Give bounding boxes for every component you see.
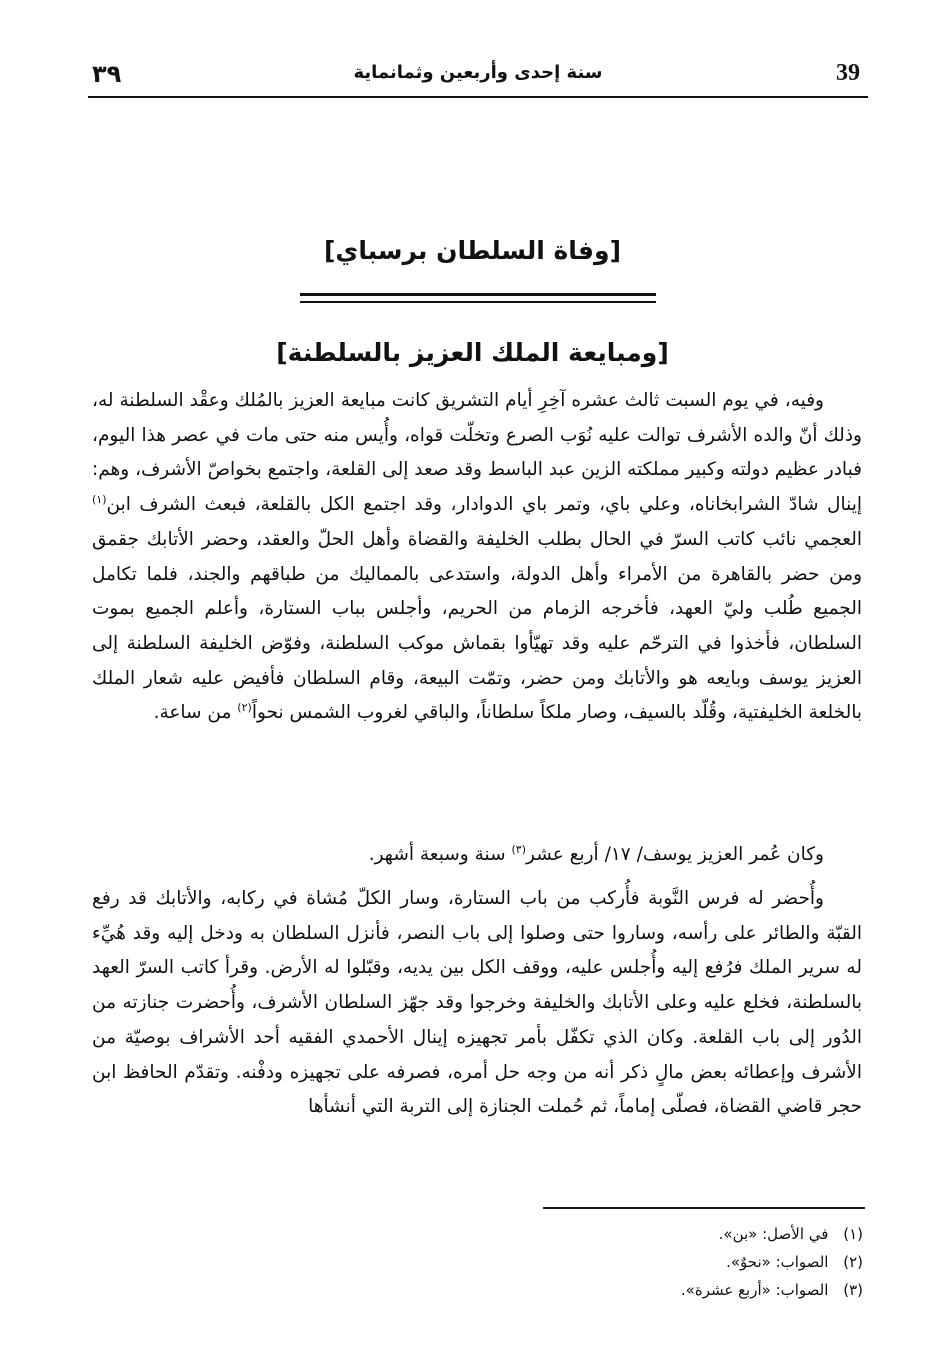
paragraph-text: وكان عُمر العزيز يوسف/ ١٧/ أربع عشر bbox=[526, 844, 824, 865]
paragraph-2 bbox=[92, 838, 862, 873]
paragraph-3 bbox=[92, 882, 862, 1125]
footnote-number: (٣) bbox=[843, 1281, 863, 1299]
footnote-separator bbox=[543, 1207, 865, 1209]
footnote-text: في الأصل: «بن». bbox=[718, 1225, 829, 1243]
running-title: سنة إحدى وأربعين وثمانماية bbox=[353, 62, 603, 83]
section-divider bbox=[300, 293, 656, 305]
paragraph-text: من ساعة. bbox=[153, 702, 238, 724]
paragraph-1 bbox=[92, 384, 862, 731]
section-title-death: [وفاة السلطان برسباي] bbox=[323, 236, 622, 265]
footnote-number: (١) bbox=[843, 1225, 863, 1243]
paragraph-text: سنة وسبعة أشهر. bbox=[368, 844, 512, 865]
footnote-text: الصواب: «نحوٌ». bbox=[726, 1253, 829, 1271]
header-rule bbox=[88, 96, 868, 98]
footnote-text: الصواب: «أربع عشرة». bbox=[680, 1281, 829, 1299]
paragraph-text: وأُحضر له فرس النَّوبة فأُركب من باب الستارة، وسار الكلّ مُشاة في ركابه، والأتابك قد رفع القبّة والطائر على رأسه، وساروا حتى وصلوا إلى باب النصر، فأنزل السلطان به ودخل إليه وقد هُيِّء له سرير الملك فرُفع إليه وأُجلس عليه، ووقف الكل بين يديه، وقبّلوا له الأرض. وقرأ كاتب السرّ العهد بالسلطنة، فخلع عليه وعلى الأتابك والخليفة وخرجوا وقد جهّز السلطان الأشرف، وأُحضرت جنازته من الدُور إلى باب القلعة. وكان الذي تكفّل بأمر تجهيزه إينال الأحمدي الفقيه أحد الأشراف بوصيّة من الأشرف وإعطائه بعض مالٍ ذكر أنه من وجه حل أمره، فصرفه على تجهيزه ودفْنه. وتقدّم الحافظ ابن حجر قاضي القضاة، فصلّى إماماً، ثم حُملت الجنازة إلى التربة التي أنشأها bbox=[92, 888, 862, 1118]
page-number-arabic: ٣٩ bbox=[92, 60, 122, 88]
section-title-allegiance: [ومبايعة الملك العزيز بالسلطنة] bbox=[276, 338, 669, 367]
page-number-latin: 39 bbox=[836, 60, 860, 86]
paragraph-text: العجمي نائب كاتب السرّ في الحال بطلب الخليفة والقضاة وأهل الحلّ والعقد، وحضر الأتابك جقمق ومن حضر بالقاهرة من الأمراء وأهل الدولة، واستدعى بالمماليك من طباقهم والجند، فلما تكامل الجميع طُلب وليّ العهد، فأخرجه الزمام من الحريم، وأجلس بباب الستارة، وأعلم الجميع بموت السلطان، فأخذوا في الترحّم عليه وقد تهيّأوا بقماش موكب السلطنة، وفوّض الخليفة السلطنة إلى العزيز يوسف وبايعه هو والأتابك ومن حضر، وتمّت البيعة، وقام السلطان فأفيض عليه شعار الملك بالخلعة الخليفتية، وقُلّد بالسيف، وصار ملكاً سلطاناً، والباقي لغروب الشمس نحواً bbox=[92, 528, 862, 724]
paragraph-text: وفيه، في يوم السبت ثالث عشره آخِرِ أيام التشريق كانت مبايعة العزيز بالمُلك وعقْد السلطنة له، وذلك أنّ والده الأشرف توالت عليه نُوَب الصرع وتخلّت قواه، وأُيس منه حتى مات في عصر هذا اليوم، فبادر عظيم دولته وكبير مملكته الزين عبد الباسط وقد صعد إلى القلعة، واجتمع بخواصّ الأشرف، وهم: إينال شادّ الشرابخاناه، وعلي باي، وتمر باي الدوادار، وقد اجتمع الكل بالقلعة، فبعث الشرف ابن bbox=[92, 390, 862, 516]
footnote-2 bbox=[463, 1248, 863, 1276]
footnote-marker-1: (١) bbox=[92, 492, 107, 506]
footnote-3 bbox=[463, 1276, 863, 1304]
footnotes bbox=[463, 1220, 863, 1304]
footnote-marker-3: (٣) bbox=[511, 842, 526, 856]
footnote-marker-2: (٢) bbox=[237, 701, 252, 715]
footnote-number: (٢) bbox=[843, 1253, 863, 1271]
page-header bbox=[88, 60, 868, 94]
footnote-1 bbox=[463, 1220, 863, 1248]
